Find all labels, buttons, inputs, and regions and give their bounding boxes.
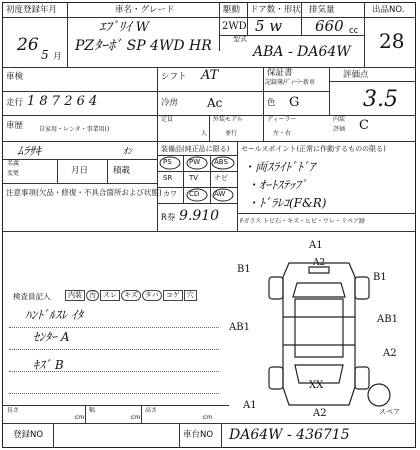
ac-value: Ac [207,96,223,110]
inspector-note-1: ﾊﾝﾄﾞﾙｽﾚ ｲﾀ [25,308,83,322]
rule [3,17,415,18]
color-label: 色 [267,98,276,108]
rule [3,159,157,160]
dealer-label: ディーラー [267,116,297,123]
equip-ps: PS [163,158,172,166]
spare-label: スペア [379,408,400,416]
exterior-sub: 並行 [225,130,238,137]
notes-label: 注意事項(欠品・修復・不具合箇所および状態) [6,188,162,197]
interior-label: 内装 [333,116,346,123]
rule [329,67,330,115]
tag-burn: コゲ [163,290,183,301]
length-unit: cm [75,414,85,421]
sales-label: セールスポイント(正常に作動するものの限る) [241,145,386,153]
rule [57,159,58,183]
meigi-label: 名義 [7,160,20,167]
grade: PZﾀｰﾎﾞ SP 4WD HR [75,38,212,54]
r-ken-label: R券 [161,213,176,223]
sales-point-1: ・両ｽﾗｲﾄﾞﾄﾞｱ [243,160,316,174]
mark-right-front: B1 [373,272,387,283]
reg-month: 5 [41,48,49,62]
drive-label: 駆動 [223,5,241,15]
chassis-number: DA64W - 436715 [229,427,350,443]
color-value: G [289,95,300,110]
history-value: ﾑﾗｻｷ [17,144,42,158]
equip-sr: SR [163,174,173,182]
warranty-sub: 記録簿/ﾃﾞｨｰﾗｰ新車 [265,79,316,86]
rule [247,3,248,35]
tag-hole: 穴 [184,290,197,301]
rule [107,159,108,183]
equip-cd: CD [189,190,200,198]
shift-label: シフト [161,72,187,82]
month-unit: 月 [53,52,62,62]
equipment-circles [157,155,237,203]
displacement-value: 660 [315,17,344,35]
doors-value: 5 w [255,17,283,35]
length-label: 長さ [7,407,20,414]
rule [9,349,219,350]
interior-score: C [359,118,369,133]
equip-navi: ナビ [214,174,228,182]
mark-right-side: AB1 [377,314,398,325]
load-label: 積載 [113,166,131,176]
equip-pw: PW [189,158,201,166]
model-code: ABA - DA64W [253,44,351,60]
inspector-label: 検査員記入 [13,292,51,301]
smoking: ｵﾝ [123,147,133,157]
rule [301,3,302,35]
lot-number-label: 出品NO. [372,5,405,15]
glass-row: Fガラス トビ石・キズ・ヒビ・ワレ・リペア跡 [240,218,365,225]
mark-bottom: A2 [313,408,327,419]
car-name: ｴﾌﾞﾘｲ W [99,20,149,35]
sales-point-3: ・ﾄﾞﾗﾚｺ(F&R) [247,196,327,210]
equip-abs: ABS [214,158,228,166]
name-grade-label: 車名・グレード [115,5,175,15]
tag-dirt: 汚 [86,290,99,301]
equip-leather: カワ [163,190,177,198]
rule [3,141,415,142]
meigi-sub: 変更 [7,170,20,177]
tag-interior: 内装 [65,290,85,301]
equip-aw: AW [214,190,226,198]
dealer-sub: 左・右 [273,130,292,137]
mark-top: A1 [309,240,323,251]
shaken-label: 車検 [6,72,24,82]
rule [329,81,415,82]
mileage-value: 1 8 7 2 6 4 [27,94,98,109]
inspector-tags [65,290,197,302]
exterior-label: 外装モデル [213,116,243,123]
rule [364,3,365,67]
interior-sub: 評価 [333,126,346,133]
r-ken-value: 9.910 [179,208,220,224]
rule [3,231,415,232]
doors-label: ドア数・形状 [250,5,301,15]
history-label: 車歴 [6,121,24,131]
warranty-label: 保証書 [267,68,293,78]
rule [219,3,220,51]
inspector-note-2: ｾﾝﾀｰ A [33,330,70,344]
rule [9,327,219,328]
drive-value: 2WD [222,21,247,32]
lot-number: 28 [379,29,405,53]
score-value: 3.5 [363,87,398,112]
height-unit: cm [203,414,213,421]
mileage-label: 走行 [6,98,24,108]
rule [179,423,180,447]
equipment-label: 装備品(純正品に限る) [161,145,230,153]
sales-point-2: ・ｵｰﾄｽﾃｯﾌﾟ [247,178,308,192]
rule [209,115,210,141]
shift-value: AT [201,68,219,83]
chassis-label: 車台NO [183,430,214,440]
rule [3,91,329,92]
tag-tobacco: タバ [142,290,162,301]
rule [3,405,229,406]
rule [237,141,238,231]
width-unit: cm [131,414,141,421]
seats-unit: 人 [201,130,208,137]
model-label: 型式 [233,35,247,43]
seats-label: 定員 [161,116,174,123]
inspector-note-3: ｷｽﾞ B [33,358,64,372]
mark-bottom-left: A1 [243,400,257,411]
rule [67,3,68,67]
displacement-label: 排気量 [309,5,335,15]
mark-top2: A2 [313,258,326,268]
rule [3,183,157,184]
equip-tv: TV [189,174,199,182]
registration-label: 登録NO [13,430,44,440]
rule [85,405,86,423]
rule [237,213,415,214]
rule [141,405,142,423]
rule [221,423,222,447]
height-label: 高さ [145,407,158,414]
tag-scratch: キズ [121,290,141,301]
width-label: 幅 [89,407,96,414]
auction-sheet [2,2,416,448]
history-sub: 自家用・レンタ・事業用() [39,126,110,133]
reg-year: 26 [17,35,39,55]
first-reg-label: 初度登録年月 [6,5,58,15]
rule [9,393,219,394]
mark-rear: XX [309,380,324,391]
rule [53,423,54,447]
mark-left-side: AB1 [229,322,250,333]
rule [3,423,415,424]
ac-label: 冷房 [161,98,179,108]
mark-right-lower: A2 [383,348,397,359]
date-label: 月日 [71,166,89,176]
score-label: 評価点 [343,70,369,80]
rule [263,115,264,141]
rule [157,203,237,204]
mark-left-front: B1 [237,264,251,275]
tag-scuff: スレ [100,290,120,301]
cc-unit: cc [349,26,359,36]
